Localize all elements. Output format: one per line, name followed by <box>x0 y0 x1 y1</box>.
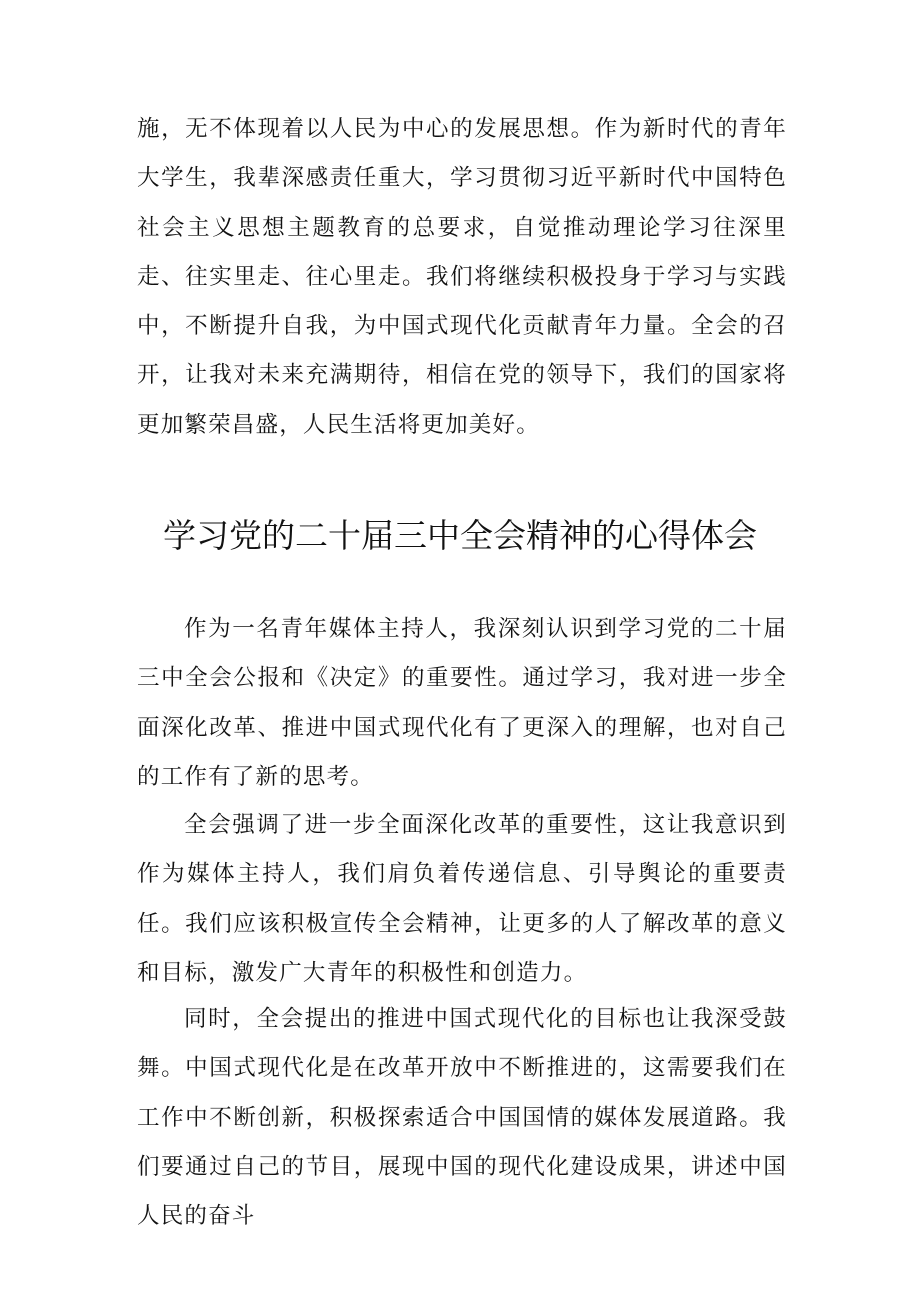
continuation-paragraph: 施，无不体现着以人民为中心的发展思想。作为新时代的青年大学生，我辈深感责任重大，学习贯彻习近平新时代中国特色社会主义思想主题教育的总要求，自觉推动理论学习往深里走、往实里走、往心里走。我们将继续积极投身于学习与实践中，不断提升自我，为中国式现代化贡献青年力量。全会的召开，让我对未来充满期待，相信在党的领导下，我们的国家将更加繁荣昌盛，人民生活将更加美好。 <box>137 116 787 438</box>
body-paragraph-3: 同时，全会提出的推进中国式现代化的目标也让我深受鼓舞。中国式现代化是在改革开放中不断推进的，这需要我们在工作中不断创新，积极探索适合中国国情的媒体发展道路。我们要通过自己的节目，展现中国的现代化建设成果，讲述中国人民的奋斗 <box>137 1006 787 1230</box>
body-paragraph-1: 作为一名青年媒体主持人，我深刻认识到学习党的二十届三中全会公报和《决定》的重要性。通过学习，我对进一步全面深化改革、推进中国式现代化有了更深入的理解，也对自己的工作有了新的思考。 <box>137 616 787 790</box>
document-title: 学习党的二十届三中全会精神的心得体会 <box>163 516 757 555</box>
body-paragraph-2: 全会强调了进一步全面深化改革的重要性，这让我意识到作为媒体主持人，我们肩负着传递信息、引导舆论的重要责任。我们应该积极宣传全会精神，让更多的人了解改革的意义和目标，激发广大青年的积极性和创造力。 <box>137 812 787 986</box>
